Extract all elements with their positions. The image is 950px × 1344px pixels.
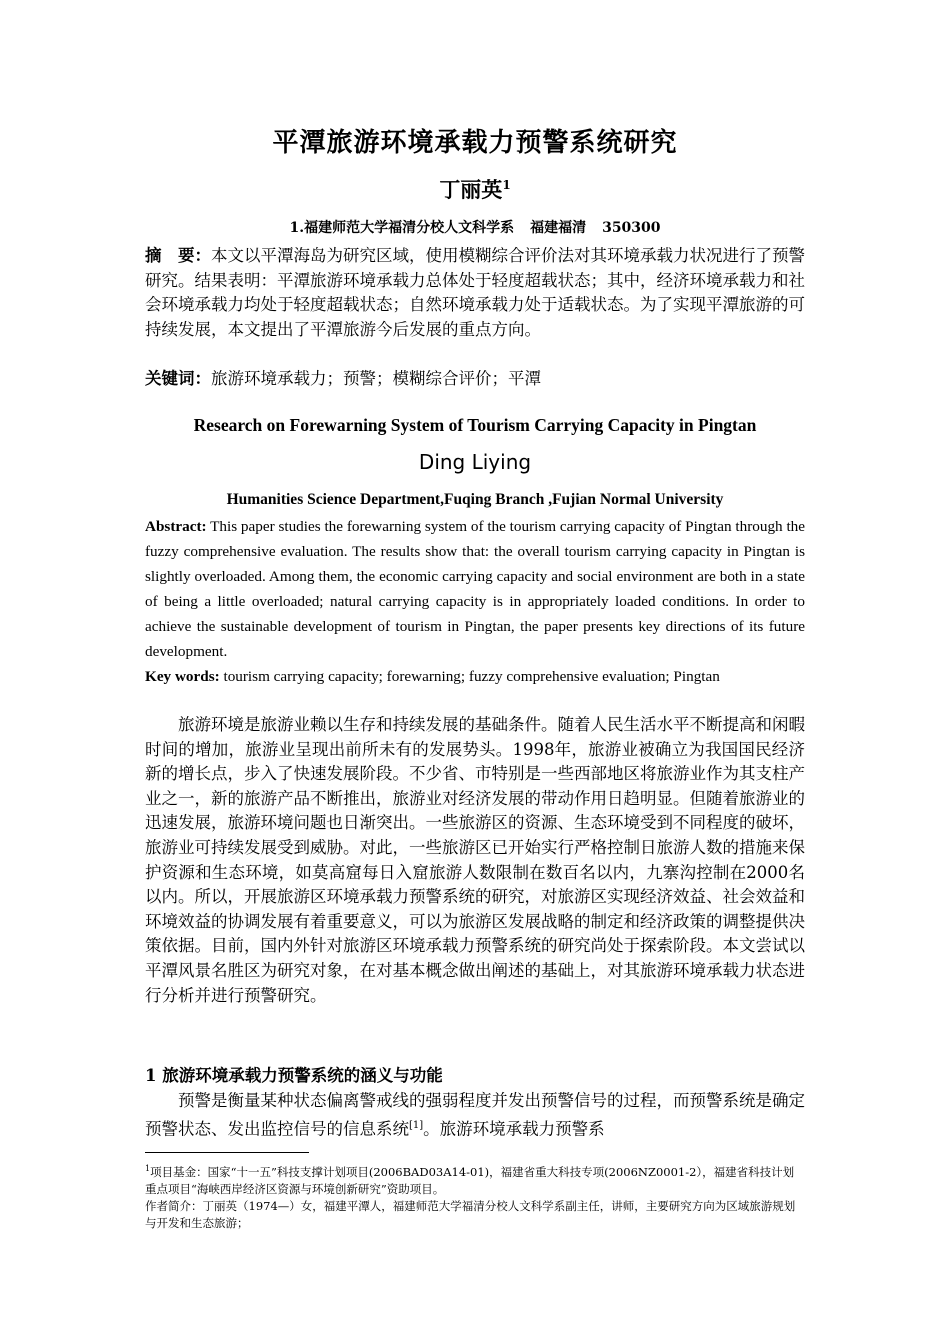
english-keywords-text: tourism carrying capacity; forewarning; fuzzy comprehensive evaluation; Pingtan: [219, 668, 720, 685]
chinese-keywords-text: 旅游环境承载力；预警；模糊综合评价；平潭: [211, 369, 541, 388]
affiliation-postcode: 350300: [602, 220, 661, 236]
paper-title: 平潭旅游环境承载力预警系统研究: [272, 128, 678, 158]
english-title: Research on Forewarning System of Tourism Carrying Capacity in Pingtan: [193, 415, 757, 435]
author-text: 丁丽英: [439, 177, 503, 202]
footnote-fund: [145, 1160, 805, 1198]
intro-paragraph: 旅游环境是旅游业赖以生存和持续发展的基础条件。随着人民生活水平不断提高和闲暇时间的增加，旅游业呈现出前所未有的发展势头。1998年，旅游业被确立为我国国民经济新的增长点，步入了快速发展阶段。不少省、市特别是一些西部地区将旅游业作为其支柱产业之一，新的旅游产品不断推出，旅游业对经济发展的带动作用日趋明显。但随着旅游业的迅速发展，旅游环境问题也日渐突出。一些旅游区的资源、生态环境受到不同程度的破坏，旅游业可持续发展受到威胁。对此，一些旅游区已开始实行严格控制日旅游人数的措施来保护资源和生态环境，如莫高窟每日入窟旅游人数限制在数百名以内，九寨沟控制在2000名以内。所以，开展旅游区环境承载力预警系统的研究，对旅游区实现经济效益、社会效益和环境效益的协调发展有着重要意义，可以为旅游区发展战略的制定和经济政策的调整提供决策依据。目前，国内外针对旅游区环境承载力预警系统的研究尚处于探索阶段。本文尝试以平潭风景名胜区为研究对象，在对基本概念做出阐述的基础上，对其旅游环境承载力状态进行分析并进行预警研究。: [145, 715, 805, 1005]
section-paragraph-text: 预警是衡量某种状态偏离警戒线的强弱程度并发出预警信号的过程，而预警系统是确定预警状态、发出监控信号的信息系统: [145, 1091, 805, 1139]
author-affiliation: [145, 217, 805, 237]
affiliation-department: 1.福建师范大学福清分校人文科学系: [289, 220, 515, 236]
footnotes: [145, 1160, 805, 1232]
english-affiliation: Humanities Science Department,Fuqing Branch ,Fujian Normal University: [226, 491, 724, 508]
footnote-marker: 1: [145, 1164, 151, 1173]
english-abstract-label: Abstract:: [145, 518, 207, 535]
chinese-abstract: [145, 244, 805, 342]
footnote-divider: [145, 1152, 309, 1153]
chinese-keywords-label: 关键词：: [145, 369, 211, 388]
author-affiliation-marker: 1: [502, 178, 511, 192]
english-author: Ding Liying: [418, 450, 532, 474]
chinese-abstract-label: 摘 要：: [145, 246, 211, 265]
footnote-author-bio: 作者简介：丁丽英（1974—）女，福建平潭人，福建师范大学福清分校人文科学系副主任，讲师，主要研究方向为区域旅游规划与开发和生态旅游；: [145, 1198, 796, 1230]
section-heading: 1 旅游环境承载力预警系统的涵义与功能: [145, 1066, 443, 1085]
citation-link[interactable]: [1]: [409, 1119, 424, 1131]
chinese-keywords: [145, 367, 805, 391]
english-abstract-text: This paper studies the forewarning system of the tourism carrying capacity of Pingtan through the fuzzy comprehensive evaluation. The results show that: the overall tourism carrying capacity in Pingtan is slightly overloaded. Among them, the economic carrying capacity and social environment are both in a state of being a little overloaded; natural carrying capacity is in appropriately loaded conditions. In order to achieve the sustainable development of tourism in Pingtan, the paper presents key directions of its future development.: [145, 518, 805, 660]
author-name: [145, 174, 805, 204]
footnote-fund-text: 项目基金：国家“十一五”科技支撑计划项目(2006BAD03A14-01)，福建省重大科技专项(2006NZ0001-2），福建省科技计划重点项目“海峡西岸经济区资源与环境创新研究”资助项目。: [145, 1164, 795, 1196]
english-keywords: [145, 664, 805, 689]
english-keywords-label: Key words:: [145, 668, 220, 685]
chinese-abstract-text: 本文以平潭海岛为研究区域，使用模糊综合评价法对其环境承载力状况进行了预警研究。结果表明：平潭旅游环境承载力总体处于轻度超载状态；其中，经济环境承载力和社会环境承载力均处于轻度超载状态；自然环境承载力处于适载状态。为了实现平潭旅游的可持续发展，本文提出了平潭旅游今后发展的重点方向。: [145, 246, 805, 339]
english-abstract: [145, 514, 805, 664]
section-paragraph: [145, 1089, 805, 1142]
section-paragraph-continuation: 。旅游环境承载力预警系: [423, 1119, 605, 1139]
affiliation-city: 福建福清: [530, 220, 587, 236]
